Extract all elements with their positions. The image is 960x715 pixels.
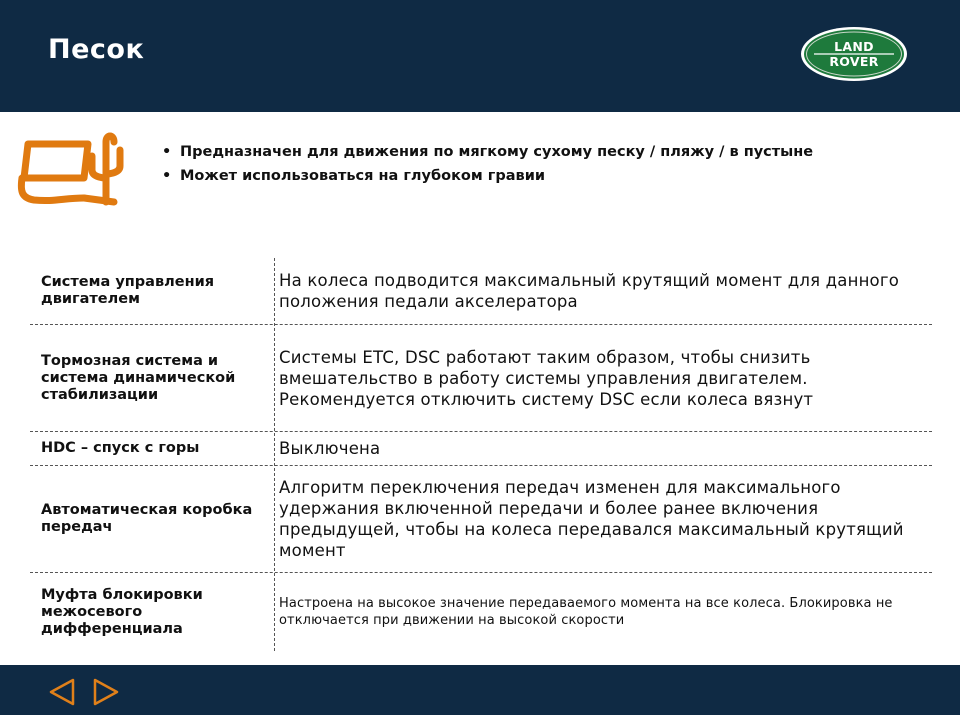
table-row	[30, 573, 932, 651]
system-name: HDC – спуск с горы	[41, 440, 200, 456]
logo-line-2: ROVER	[829, 54, 879, 69]
next-slide-button[interactable]	[92, 677, 120, 707]
triangle-left-icon	[48, 677, 76, 707]
triangle-right-icon	[92, 677, 120, 707]
table-row	[30, 258, 932, 325]
system-description: Настроена на высокое значение передаваемого момента на все колеса. Блокировка не отключается при движении на высокой скорости	[279, 596, 893, 628]
system-name: Тормозная система и система динамической стабилизации	[41, 352, 236, 403]
system-description: На колеса подводится максимальный крутящий момент для данного положения педали акселератора	[279, 271, 900, 311]
system-name: Муфта блокировки межосевого дифференциала	[41, 586, 203, 637]
land-rover-logo	[800, 26, 908, 82]
page-title: Песок	[48, 34, 145, 65]
sand-desert-icon	[14, 120, 136, 208]
table-row	[30, 432, 932, 466]
header-bar	[0, 0, 960, 112]
system-description: Системы ETC, DSC работают таким образом, чтобы снизить вмешательство в работу системы управления двигателем. Рекомендуется отключить систему DSC если колеса вязнут	[279, 347, 814, 409]
system-name: Автоматическая коробка передач	[41, 502, 253, 535]
system-description: Выключена	[279, 439, 381, 458]
system-name: Система управления двигателем	[41, 274, 215, 307]
logo-line-1: LAND	[834, 39, 874, 54]
mode-features-list	[162, 140, 813, 188]
settings-table	[30, 258, 932, 651]
footer-bar	[0, 665, 960, 715]
previous-slide-button[interactable]	[48, 677, 76, 707]
table-row	[30, 466, 932, 573]
system-description: Алгоритм переключения передач изменен для максимального удержания включенной передачи и более ранее включения предыдущей, чтобы на колеса передавался максимальный крутящий момент	[279, 478, 904, 560]
table-row	[30, 325, 932, 432]
list-item: • Предназначен для движения по мягкому сухому песку / пляжу / в пустыне	[162, 140, 813, 164]
list-item: • Может использоваться на глубоком гравии	[162, 164, 813, 188]
